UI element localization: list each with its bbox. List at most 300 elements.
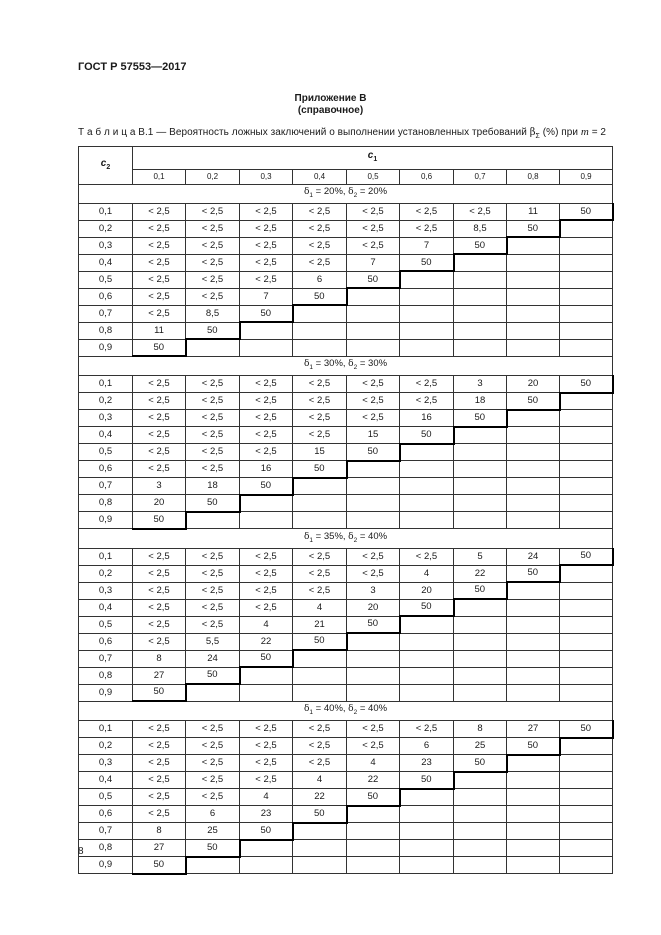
empty-cell <box>560 755 613 772</box>
empty-cell <box>560 237 613 254</box>
table-cell: < 2,5 <box>133 582 186 599</box>
empty-cell <box>454 806 507 823</box>
table-row <box>79 254 613 271</box>
empty-cell <box>400 495 454 512</box>
table-cell: < 2,5 <box>240 271 293 288</box>
row-label-cell: 0,2 <box>79 220 133 237</box>
table-cell: < 2,5 <box>133 565 186 582</box>
table-row <box>79 461 613 478</box>
empty-cell <box>454 789 507 806</box>
table-cell: 8 <box>133 650 186 667</box>
table-cell: 27 <box>133 840 186 857</box>
table-cell: 4 <box>400 565 454 582</box>
empty-cell <box>507 305 560 322</box>
table-cell: 8,5 <box>454 220 507 237</box>
empty-cell <box>400 478 454 495</box>
table-row <box>79 738 613 755</box>
table-cell: < 2,5 <box>133 772 186 789</box>
table-cell: < 2,5 <box>240 565 293 582</box>
row-label-cell: 0,7 <box>79 478 133 495</box>
table-cell: 15 <box>347 427 400 444</box>
empty-cell <box>560 667 613 684</box>
table-cell: < 2,5 <box>293 755 347 772</box>
empty-cell <box>560 339 613 356</box>
row-label-cell: 0,7 <box>79 650 133 667</box>
table-row <box>79 755 613 772</box>
table-cell: < 2,5 <box>186 427 240 444</box>
table-cell: < 2,5 <box>293 203 347 220</box>
table-cell: 50 <box>400 254 454 271</box>
row-label-cell: 0,6 <box>79 806 133 823</box>
table-caption <box>78 126 606 140</box>
table-cell: 6 <box>293 271 347 288</box>
empty-cell <box>560 650 613 667</box>
table-cell: < 2,5 <box>133 721 186 738</box>
table-cell: < 2,5 <box>186 548 240 565</box>
empty-cell <box>400 322 454 339</box>
table-cell: < 2,5 <box>347 548 400 565</box>
empty-cell <box>347 684 400 701</box>
empty-cell <box>507 806 560 823</box>
empty-cell <box>454 650 507 667</box>
row-label-cell: 0,9 <box>79 857 133 874</box>
table-row <box>79 393 613 410</box>
caption-m-value: = 2 <box>591 127 607 138</box>
row-label-cell: 0,6 <box>79 288 133 305</box>
section-header-row <box>79 529 613 548</box>
empty-cell <box>293 322 347 339</box>
section-header-row <box>79 701 613 720</box>
table-cell: < 2,5 <box>186 599 240 616</box>
delta1-symbol: δ <box>304 187 310 197</box>
column-header-cell: 0,4 <box>293 170 347 185</box>
column-header-cell: 0,3 <box>240 170 293 185</box>
table-cell: < 2,5 <box>293 548 347 565</box>
delta2-value: 30% <box>368 358 388 370</box>
empty-cell <box>347 667 400 684</box>
column-axis-symbol: c <box>367 150 374 161</box>
row-label-cell: 0,5 <box>79 616 133 633</box>
table-row <box>79 203 613 220</box>
table-cell: 50 <box>560 376 613 393</box>
table-row <box>79 288 613 305</box>
empty-cell <box>560 684 613 701</box>
empty-cell <box>560 840 613 857</box>
delta2-symbol: δ <box>348 187 354 197</box>
row-label-cell: 0,8 <box>79 322 133 339</box>
table-row <box>79 721 613 738</box>
column-header-cell: 0,5 <box>347 170 400 185</box>
empty-cell <box>186 339 240 356</box>
empty-cell <box>400 271 454 288</box>
empty-cell <box>293 478 347 495</box>
table-cell: < 2,5 <box>240 582 293 599</box>
table-cell: < 2,5 <box>347 410 400 427</box>
empty-cell <box>400 444 454 461</box>
column-header-cell: 0,9 <box>560 170 613 185</box>
table-cell: 50 <box>293 461 347 478</box>
table-cell: 50 <box>560 203 613 220</box>
column-header-cell: 0,1 <box>133 170 186 185</box>
empty-cell <box>400 633 454 650</box>
empty-cell <box>347 512 400 529</box>
table-cell: < 2,5 <box>400 548 454 565</box>
empty-cell <box>400 339 454 356</box>
table-cell: < 2,5 <box>186 789 240 806</box>
empty-cell <box>347 288 400 305</box>
row-label-cell: 0,7 <box>79 823 133 840</box>
empty-cell <box>454 840 507 857</box>
empty-cell <box>560 410 613 427</box>
empty-cell <box>507 857 560 874</box>
table-cell: < 2,5 <box>240 410 293 427</box>
table-cell: < 2,5 <box>240 548 293 565</box>
table-cell: < 2,5 <box>133 305 186 322</box>
table-cell: < 2,5 <box>186 582 240 599</box>
table-cell: 50 <box>454 410 507 427</box>
delta2-value: 40% <box>368 530 388 542</box>
empty-cell <box>454 495 507 512</box>
empty-cell <box>454 512 507 529</box>
table-cell: < 2,5 <box>186 616 240 633</box>
table-cell: 20 <box>347 599 400 616</box>
table-cell: < 2,5 <box>133 616 186 633</box>
row-label-cell: 0,9 <box>79 339 133 356</box>
table-cell: 3 <box>133 478 186 495</box>
caption-units: (%) при <box>542 127 579 138</box>
delta2-symbol: δ <box>348 531 354 542</box>
table-cell: 50 <box>186 495 240 512</box>
row-label-cell: 0,7 <box>79 305 133 322</box>
table-row <box>79 823 613 840</box>
table-cell: 50 <box>240 823 293 840</box>
delta2-value: 20% <box>368 186 388 197</box>
table-cell: < 2,5 <box>133 410 186 427</box>
column-axis-subscript: 1 <box>373 156 378 163</box>
table-row <box>79 565 613 582</box>
table-cell: < 2,5 <box>240 376 293 393</box>
empty-cell <box>560 857 613 874</box>
empty-cell <box>293 650 347 667</box>
appendix-note: (справочное) <box>297 105 364 116</box>
row-label-cell: 0,8 <box>79 667 133 684</box>
table-cell: 50 <box>240 478 293 495</box>
table-cell: 50 <box>347 271 400 288</box>
table-cell: < 2,5 <box>186 721 240 738</box>
table-cell: < 2,5 <box>293 220 347 237</box>
table-cell: < 2,5 <box>240 254 293 271</box>
probability-table <box>78 146 614 875</box>
table-cell: 8 <box>454 721 507 738</box>
empty-cell <box>454 616 507 633</box>
document-header: ГОСТ Р 57553—2017 <box>78 61 187 73</box>
table-cell: < 2,5 <box>133 427 186 444</box>
empty-cell <box>507 755 560 772</box>
empty-cell <box>560 393 613 410</box>
table-cell: 50 <box>454 582 507 599</box>
table-cell: < 2,5 <box>133 288 186 305</box>
table-cell: < 2,5 <box>186 237 240 254</box>
table-cell: < 2,5 <box>293 376 347 393</box>
table-cell: < 2,5 <box>240 755 293 772</box>
table-cell: 22 <box>347 772 400 789</box>
empty-cell <box>560 444 613 461</box>
empty-cell <box>560 633 613 650</box>
table-cell: 6 <box>400 738 454 755</box>
row-label-cell: 0,4 <box>79 772 133 789</box>
table-cell: 50 <box>347 444 400 461</box>
section-title: $\delta_1 = 30\%$, $\delta_2 = 30\%$ <box>79 356 613 375</box>
table-cell: 6 <box>186 806 240 823</box>
table-cell: < 2,5 <box>240 599 293 616</box>
beta-subscript: Σ <box>535 133 540 140</box>
table-row <box>79 305 613 322</box>
empty-cell <box>560 772 613 789</box>
table-cell: 50 <box>186 667 240 684</box>
table-cell: < 2,5 <box>240 772 293 789</box>
row-label-cell: 0,2 <box>79 565 133 582</box>
empty-cell <box>400 806 454 823</box>
empty-cell <box>507 667 560 684</box>
empty-cell <box>400 616 454 633</box>
row-axis-symbol: c <box>100 157 107 169</box>
table-row <box>79 495 613 512</box>
empty-cell <box>560 565 613 582</box>
empty-cell <box>293 495 347 512</box>
delta1-subscript: 1 <box>309 536 314 544</box>
table-row <box>79 582 613 599</box>
empty-cell <box>560 305 613 322</box>
table-cell: 3 <box>347 582 400 599</box>
row-label-cell: 0,4 <box>79 599 133 616</box>
empty-cell <box>454 823 507 840</box>
delta1-value: 30% <box>323 358 343 370</box>
table-cell: < 2,5 <box>347 393 400 410</box>
empty-cell <box>186 512 240 529</box>
table-cell: < 2,5 <box>400 393 454 410</box>
empty-cell <box>507 650 560 667</box>
table-cell: < 2,5 <box>240 237 293 254</box>
delta2-subscript: 2 <box>353 709 358 717</box>
empty-cell <box>560 512 613 529</box>
table-cell: < 2,5 <box>133 599 186 616</box>
table-cell: < 2,5 <box>186 444 240 461</box>
table-cell: 27 <box>507 721 560 738</box>
empty-cell <box>400 840 454 857</box>
empty-cell <box>560 806 613 823</box>
empty-cell <box>454 322 507 339</box>
table-cell: < 2,5 <box>133 376 186 393</box>
table-cell: 18 <box>454 393 507 410</box>
table-cell: 25 <box>454 738 507 755</box>
table-cell: 22 <box>293 789 347 806</box>
empty-cell <box>560 599 613 616</box>
table-cell: 50 <box>133 339 186 356</box>
table-row <box>79 548 613 565</box>
table-cell: < 2,5 <box>347 237 400 254</box>
empty-cell <box>507 427 560 444</box>
table-row <box>79 599 613 616</box>
table-cell: < 2,5 <box>293 738 347 755</box>
table-row <box>79 789 613 806</box>
empty-cell <box>347 322 400 339</box>
table-cell: 23 <box>400 755 454 772</box>
empty-cell <box>240 840 293 857</box>
empty-cell <box>507 599 560 616</box>
table-cell: < 2,5 <box>133 738 186 755</box>
table-cell: < 2,5 <box>186 755 240 772</box>
empty-cell <box>347 857 400 874</box>
empty-cell <box>507 288 560 305</box>
empty-cell <box>507 633 560 650</box>
empty-cell <box>560 478 613 495</box>
table-cell: 50 <box>186 322 240 339</box>
table-cell: 50 <box>400 599 454 616</box>
row-label-cell: 0,3 <box>79 410 133 427</box>
table-cell: < 2,5 <box>186 738 240 755</box>
empty-cell <box>454 857 507 874</box>
table-cell: < 2,5 <box>133 220 186 237</box>
row-label-cell: 0,6 <box>79 461 133 478</box>
table-cell: < 2,5 <box>133 237 186 254</box>
table-cell: 50 <box>293 633 347 650</box>
empty-cell <box>560 427 613 444</box>
table-cell: 15 <box>293 444 347 461</box>
empty-cell <box>400 789 454 806</box>
table-cell: < 2,5 <box>186 220 240 237</box>
delta1-subscript: 1 <box>309 364 314 372</box>
table-row <box>79 322 613 339</box>
table-cell: 50 <box>347 789 400 806</box>
empty-cell <box>560 616 613 633</box>
table-row <box>79 339 613 356</box>
empty-cell <box>293 857 347 874</box>
row-label-cell: 0,9 <box>79 512 133 529</box>
empty-cell <box>507 823 560 840</box>
table-cell: 4 <box>240 789 293 806</box>
delta1-symbol: δ <box>304 531 310 542</box>
row-label-cell: 0,3 <box>79 755 133 772</box>
empty-cell <box>454 271 507 288</box>
empty-cell <box>454 254 507 271</box>
section-header-row <box>79 356 613 375</box>
empty-cell <box>400 684 454 701</box>
column-axis-header <box>133 147 613 170</box>
table-cell: < 2,5 <box>133 789 186 806</box>
table-row <box>79 271 613 288</box>
row-label-cell: 0,3 <box>79 582 133 599</box>
table-cell: 22 <box>240 633 293 650</box>
empty-cell <box>560 271 613 288</box>
table-cell: 20 <box>133 495 186 512</box>
table-cell: 50 <box>507 738 560 755</box>
column-header-cell: 0,8 <box>507 170 560 185</box>
table-row <box>79 633 613 650</box>
row-label-cell: 0,6 <box>79 633 133 650</box>
table-cell: 50 <box>133 684 186 701</box>
appendix-title: Приложение В <box>294 93 367 104</box>
delta1-symbol: δ <box>304 704 310 715</box>
table-cell: < 2,5 <box>400 203 454 220</box>
table-cell: 20 <box>400 582 454 599</box>
table-cell: 5 <box>454 548 507 565</box>
empty-cell <box>454 667 507 684</box>
empty-cell <box>507 237 560 254</box>
table-cell: 8,5 <box>186 305 240 322</box>
row-label-cell: 0,2 <box>79 738 133 755</box>
row-label-cell: 0,1 <box>79 721 133 738</box>
empty-cell <box>240 339 293 356</box>
empty-cell <box>240 512 293 529</box>
table-cell: 11 <box>133 322 186 339</box>
table-row <box>79 684 613 701</box>
empty-cell <box>400 288 454 305</box>
empty-cell <box>560 495 613 512</box>
row-label-cell: 0,5 <box>79 789 133 806</box>
empty-cell <box>507 478 560 495</box>
table-cell: 50 <box>454 755 507 772</box>
empty-cell <box>507 461 560 478</box>
empty-cell <box>507 271 560 288</box>
empty-cell <box>347 823 400 840</box>
table-cell: < 2,5 <box>293 721 347 738</box>
table-cell: < 2,5 <box>240 393 293 410</box>
table-cell: < 2,5 <box>186 393 240 410</box>
empty-cell <box>560 254 613 271</box>
empty-cell <box>400 461 454 478</box>
table-cell: 7 <box>240 288 293 305</box>
table-cell: < 2,5 <box>186 203 240 220</box>
row-axis-header <box>79 147 133 185</box>
table-cell: 23 <box>240 806 293 823</box>
table-cell: 50 <box>240 650 293 667</box>
table-cell: < 2,5 <box>400 376 454 393</box>
empty-cell <box>454 772 507 789</box>
table-cell: < 2,5 <box>133 461 186 478</box>
row-label-cell: 0,9 <box>79 684 133 701</box>
empty-cell <box>507 444 560 461</box>
row-label-cell: 0,2 <box>79 393 133 410</box>
table-cell: 4 <box>293 599 347 616</box>
empty-cell <box>347 478 400 495</box>
table-cell: < 2,5 <box>186 410 240 427</box>
table-row <box>79 444 613 461</box>
column-header-cell: 0,2 <box>186 170 240 185</box>
table-cell: < 2,5 <box>133 444 186 461</box>
row-label-cell: 0,8 <box>79 840 133 857</box>
table-cell: < 2,5 <box>133 203 186 220</box>
empty-cell <box>186 857 240 874</box>
delta2-subscript: 2 <box>353 191 358 199</box>
empty-cell <box>347 650 400 667</box>
table-cell: 50 <box>507 565 560 582</box>
table-cell: 8 <box>133 823 186 840</box>
table-cell: 50 <box>400 772 454 789</box>
empty-cell <box>400 305 454 322</box>
empty-cell <box>293 840 347 857</box>
empty-cell <box>240 667 293 684</box>
table-cell: < 2,5 <box>347 565 400 582</box>
table-cell: < 2,5 <box>240 427 293 444</box>
empty-cell <box>240 322 293 339</box>
empty-cell <box>240 684 293 701</box>
table-row <box>79 806 613 823</box>
row-label-cell: 0,1 <box>79 203 133 220</box>
table-cell: 50 <box>133 857 186 874</box>
delta1-subscript: 1 <box>309 709 314 717</box>
empty-cell <box>507 322 560 339</box>
table-cell: 4 <box>293 772 347 789</box>
